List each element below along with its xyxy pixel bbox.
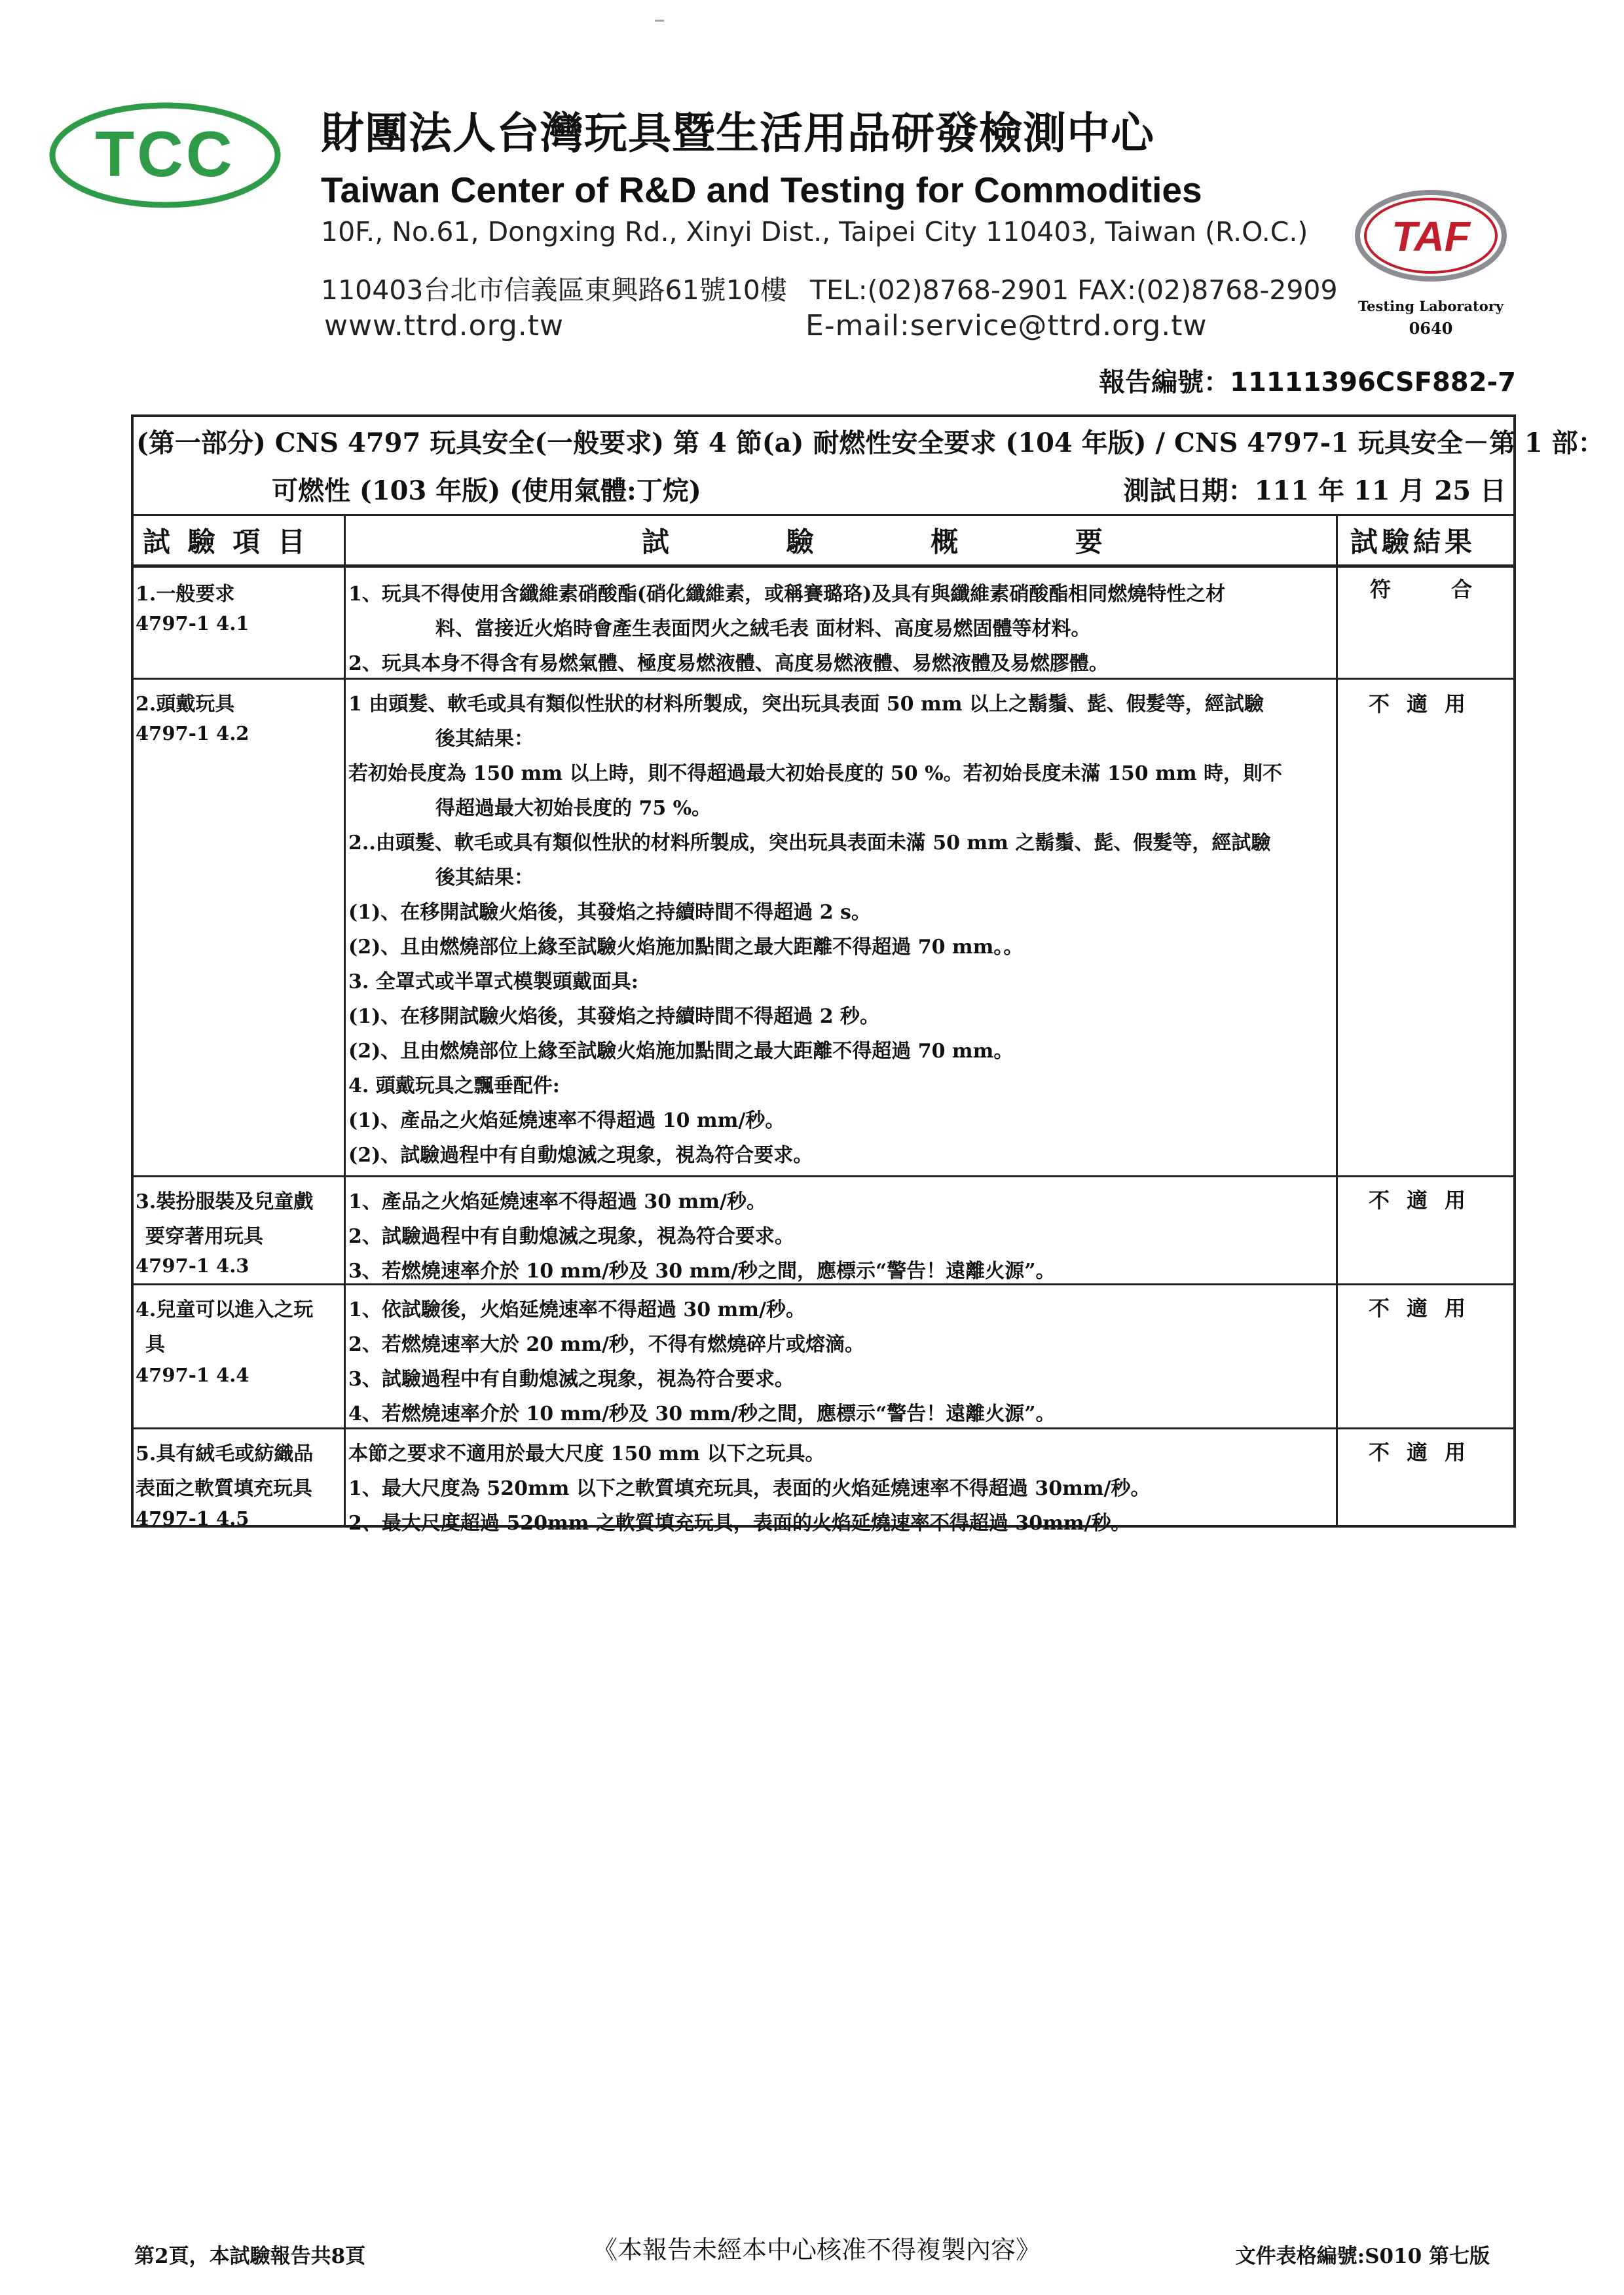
row3-item-label-2: 要穿著用玩具: [145, 1225, 263, 1248]
row1-result: 符合: [1370, 577, 1533, 602]
row4-item-label-2: 具: [145, 1333, 165, 1356]
rule-row-2: [131, 1175, 1516, 1177]
row5-item-label-2: 表面之軟質填充玩具: [136, 1477, 312, 1500]
address-zh-tel-fax: [321, 268, 1338, 307]
taf-number: 0640: [1409, 319, 1453, 338]
report-number: 報告編號：11111396CSF882-7: [1099, 367, 1516, 397]
row3-item-label-1: 3.裝扮服裝及兒童戲: [136, 1190, 314, 1213]
rule-row-4: [131, 1427, 1516, 1429]
taf-caption: Testing Laboratory: [1357, 298, 1504, 314]
copy-notice: 《本報告未經本中心核准不得複製內容》: [593, 2235, 1041, 2264]
header-test-summary: 試 驗 概 要: [642, 526, 1156, 558]
row4-line2: 2、若燃燒速率大於 20 mm/秒，不得有燃燒碎片或熔滴。: [348, 1333, 864, 1356]
row2-line3: 若初始長度為 150 mm 以上時，則不得超過最大初始長度的 50 %。若初始長度未滿 150 mm 時，則不: [348, 762, 1283, 785]
rule-row-3: [131, 1283, 1516, 1285]
row5-line3: 2、最大尺度超過 520mm 之軟質填充玩具，表面的火焰延燒速率不得超過 30mm/秒。: [348, 1512, 1131, 1535]
row2-line8: (2)、且由燃燒部位上緣至試驗火焰施加點間之最大距離不得超過 70 mm。。: [348, 936, 1024, 959]
form-number: 文件表格編號:S010 第七版: [1235, 2245, 1490, 2268]
row4-result: 不適用: [1369, 1296, 1483, 1321]
row3-result: 不適用: [1369, 1188, 1483, 1213]
row2-line4: 得超過最大初始長度的 75 %。: [435, 797, 712, 820]
row1-item-label: 1.一般要求: [136, 583, 235, 606]
row2-line14: (2)、試驗過程中有自動熄滅之現象，視為符合要求。: [348, 1144, 813, 1167]
rule-row-1: [131, 678, 1516, 680]
row1-line3: 2、玩具本身不得含有易燃氣體、極度易燃液體、高度易燃液體、易燃液體及易燃膠體。: [348, 652, 1109, 675]
address-zh: 110403台北市信義區東興路61號10樓: [321, 274, 787, 306]
org-name-en: Taiwan Center of R&D and Testing for Commodities: [321, 170, 1202, 210]
header-test-item: 試 驗 項 目: [143, 526, 309, 558]
row2-item-code: 4797-1 4.2: [136, 722, 249, 744]
row5-line1: 本節之要求不適用於最大尺度 150 mm 以下之玩具。: [348, 1442, 825, 1465]
row4-item-label-1: 4.兒童可以進入之玩: [136, 1298, 314, 1321]
email: E-mail:service@ttrd.org.tw: [805, 309, 1208, 342]
row1-line2: 料、當接近火焰時會產生表面閃火之絨毛表 面材料、高度易燃固體等材料。: [435, 617, 1091, 640]
row2-line2: 後其結果：: [435, 727, 534, 750]
org-name-zh: 財團法人台灣玩具暨生活用品研發檢測中心: [321, 108, 1154, 158]
tel-fax: TEL:(02)8768-2901 FAX:(02)8768-2909: [809, 274, 1338, 306]
row5-result: 不適用: [1369, 1440, 1483, 1465]
rule-below-title: [131, 514, 1516, 516]
column-divider-item: [344, 515, 346, 1525]
rule-below-header: [131, 564, 1516, 568]
row3-item-code: 4797-1 4.3: [136, 1255, 249, 1277]
header-test-result: 試驗結果: [1350, 526, 1477, 558]
row2-item-label: 2.頭戴玩具: [136, 693, 235, 716]
row1-line1: 1、玩具不得使用含纖維素硝酸酯(硝化纖維素，或稱賽璐珞)及具有與纖維素硝酸酯相同燃燒特性之材: [348, 583, 1226, 606]
row2-line9: 3. 全罩式或半罩式模製頭戴面具:: [348, 970, 638, 993]
row5-item-label-1: 5.具有絨毛或紡織品: [136, 1442, 314, 1465]
row5-line2: 1、最大尺度為 520mm 以下之軟質填充玩具，表面的火焰延燒速率不得超過 30mm/秒。: [348, 1477, 1151, 1500]
row4-line3: 3、試驗過程中有自動熄滅之現象，視為符合要求。: [348, 1368, 794, 1391]
standard-title-line2: 可燃性 (103 年版) (使用氣體:丁烷): [272, 475, 701, 506]
scan-mark: [655, 20, 664, 22]
address-en: 10F., No.61, Dongxing Rd., Xinyi Dist., Taipei City 110403, Taiwan (R.O.C.): [321, 216, 1308, 248]
standard-title-line1: (第一部分) CNS 4797 玩具安全(一般要求) 第 4 節(a) 耐燃性安全要求 (104 年版) / CNS 4797-1 玩具安全－第 1 部：: [136, 428, 1604, 458]
row3-line3: 3、若燃燒速率介於 10 mm/秒及 30 mm/秒之間，應標示“警告！遠離火源”。: [348, 1260, 1056, 1283]
taf-logo-text: TAF: [1392, 213, 1470, 260]
row2-line7: (1)、在移開試驗火焰後，其發焰之持續時間不得超過 2 s。: [348, 901, 871, 924]
row2-line11: (2)、且由燃燒部位上緣至試驗火焰施加點間之最大距離不得超過 70 mm。: [348, 1040, 1014, 1063]
column-divider-result: [1336, 515, 1338, 1525]
row3-line2: 2、試驗過程中有自動熄滅之現象，視為符合要求。: [348, 1225, 794, 1248]
row5-item-code: 4797-1 4.5: [136, 1507, 249, 1530]
row2-line1: 1 由頭髮、軟毛或具有類似性狀的材料所製成，突出玩具表面 50 mm 以上之鬍鬚、髭、假髮等，經試驗: [348, 693, 1264, 716]
row3-line1: 1、產品之火焰延燒速率不得超過 30 mm/秒。: [348, 1190, 766, 1213]
row2-line5: 2..由頭髮、軟毛或具有類似性狀的材料所製成，突出玩具表面未滿 50 mm 之鬍鬚、髭、假髮等，經試驗: [348, 832, 1271, 854]
row4-line4: 4、若燃燒速率介於 10 mm/秒及 30 mm/秒之間，應標示“警告！遠離火源”。: [348, 1403, 1056, 1425]
row4-item-code: 4797-1 4.4: [136, 1364, 249, 1386]
test-date: 測試日期：111 年 11 月 25 日: [1123, 475, 1506, 506]
row2-line12: 4. 頭戴玩具之飄垂配件:: [348, 1074, 560, 1097]
row1-item-code: 4797-1 4.1: [136, 612, 249, 634]
row2-result: 不適用: [1369, 691, 1483, 716]
tcc-logo-text: TCC: [95, 118, 235, 190]
page-info: 第2頁，本試驗報告共8頁: [134, 2245, 366, 2268]
row2-line6: 後其結果：: [435, 866, 534, 889]
taf-logo: [1352, 187, 1509, 285]
tcc-logo: [49, 101, 282, 210]
row2-line10: (1)、在移開試驗火焰後，其發焰之持續時間不得超過 2 秒。: [348, 1005, 880, 1028]
website: www.ttrd.org.tw: [324, 309, 564, 342]
row4-line1: 1、依試驗後，火焰延燒速率不得超過 30 mm/秒。: [348, 1298, 805, 1321]
row2-line13: (1)、產品之火焰延燒速率不得超過 10 mm/秒。: [348, 1109, 785, 1132]
